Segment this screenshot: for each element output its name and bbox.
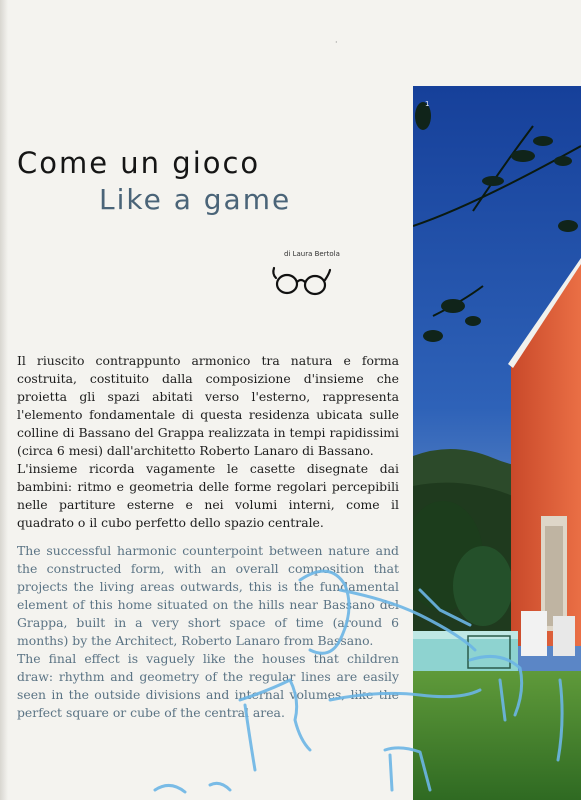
glasses-icon bbox=[270, 262, 332, 302]
page-number: 1 bbox=[425, 100, 430, 108]
title-italian: Come un gioco bbox=[17, 146, 261, 180]
page-edge bbox=[0, 0, 8, 800]
body-english bbox=[17, 542, 399, 722]
house-photo bbox=[413, 86, 581, 800]
paragraph-en-2: The final effect is vaguely like the houses that children draw: rhythm and geometry of the regular lines are easily seen in the outside divisions and internal volumes, like the perfect square or cube of the central area. bbox=[17, 651, 399, 720]
paragraph-it-1: Il riuscito contrappunto armonico tra natura e forma costruita, costituito dalla composizione d'insieme che proietta gli spazi abitati verso l'esterno, rappresenta l'elemento fondamentale di questa residenza ubicata sulle colline di Bassano del Grappa realizzata in tempi rapidissimi (circa 6 mesi) dall'architetto Roberto Lanaro di Bassano. bbox=[17, 353, 399, 458]
title-english: Like a game bbox=[99, 183, 292, 216]
print-mark: · bbox=[335, 38, 338, 47]
paragraph-en-1: The successful harmonic counterpoint between nature and the constructed form, with an overall composition that projects the living areas outwards, this is the fundamental element of this home situated on the hills near Bassano del Grappa, built in a very short space of time (around 6 months) by the Architect, Roberto Lanaro from Bassano. bbox=[17, 543, 399, 648]
paragraph-it-2: L'insieme ricorda vagamente le casette disegnate dai bambini: ritmo e geometria delle forme regolari percepibili nelle partiture esterne e nei volumi interni, come il quadrato o il cubo perfetto dello spazio centrale. bbox=[17, 461, 399, 530]
body-italian bbox=[17, 352, 399, 532]
author-byline: di Laura Bertola bbox=[284, 250, 340, 258]
